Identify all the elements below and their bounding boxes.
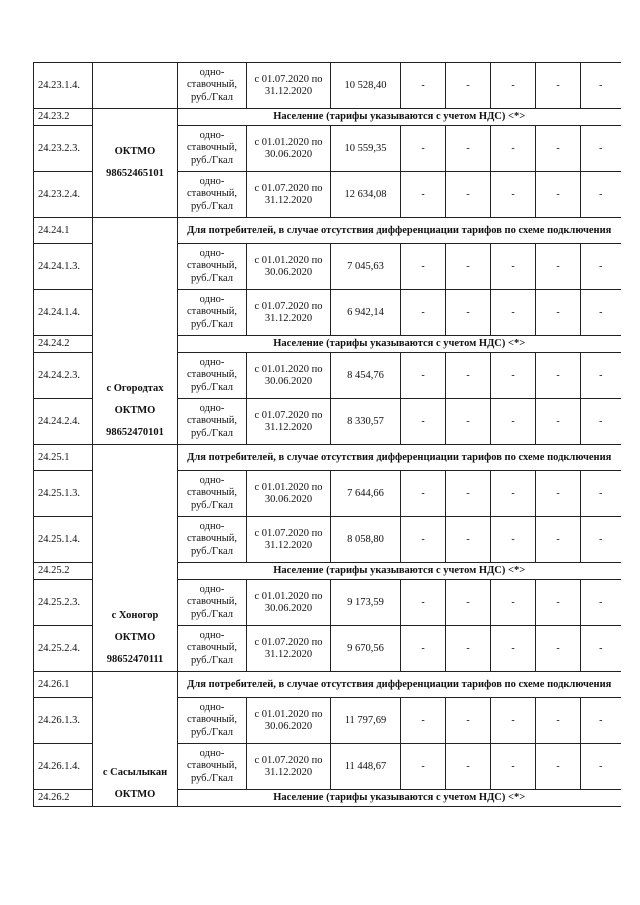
rate-type: одно-ставочный, руб./Гкал	[178, 580, 247, 626]
section-header: Для потребителей, в случае отсутствия дифференциации тарифов по схеме подключения	[178, 445, 621, 471]
section-header-row	[34, 109, 621, 126]
empty-value-cell: -	[491, 244, 536, 290]
rate-type: одно-ставочный, руб./Гкал	[178, 399, 247, 445]
empty-value-cell: -	[401, 698, 446, 744]
empty-value-cell: -	[581, 290, 621, 336]
empty-value-cell: -	[581, 244, 621, 290]
tariff-value: 7 045,63	[331, 244, 401, 290]
row-number: 24.24.1.4.	[34, 290, 93, 336]
rate-type: одно-ставочный, руб./Гкал	[178, 517, 247, 563]
oktmo-label: ОКТМО	[114, 632, 156, 643]
empty-value-cell: -	[401, 471, 446, 517]
empty-value-cell: -	[581, 471, 621, 517]
section-header: Население (тарифы указываются с учетом НДС) <*>	[178, 790, 621, 807]
empty-value-cell: -	[581, 353, 621, 399]
empty-value-cell: -	[446, 126, 491, 172]
rate-type: одно-ставочный, руб./Гкал	[178, 126, 247, 172]
oktmo-code: 98652470101	[106, 427, 164, 438]
empty-value-cell: -	[401, 244, 446, 290]
empty-value-cell: -	[401, 126, 446, 172]
row-number: 24.24.1	[34, 218, 93, 244]
empty-value-cell: -	[536, 172, 581, 218]
rate-type: одно-ставочный, руб./Гкал	[178, 626, 247, 672]
period: с 01.01.2020 по 30.06.2020	[247, 471, 331, 517]
empty-value-cell: -	[401, 626, 446, 672]
empty-value-cell: -	[491, 172, 536, 218]
section-header: Население (тарифы указываются с учетом НДС) <*>	[178, 336, 621, 353]
territory-cell	[93, 445, 178, 672]
empty-value-cell: -	[581, 63, 621, 109]
empty-value-cell: -	[446, 471, 491, 517]
rate-type: одно-ставочный, руб./Гкал	[178, 353, 247, 399]
empty-value-cell: -	[446, 244, 491, 290]
empty-value-cell: -	[446, 399, 491, 445]
empty-value-cell: -	[446, 517, 491, 563]
empty-value-cell: -	[401, 63, 446, 109]
empty-value-cell: -	[491, 580, 536, 626]
row-number: 24.23.2	[34, 109, 93, 126]
rate-type: одно-ставочный, руб./Гкал	[178, 290, 247, 336]
empty-value-cell: -	[491, 517, 536, 563]
empty-value-cell: -	[446, 172, 491, 218]
empty-value-cell: -	[491, 471, 536, 517]
section-header-row	[34, 672, 621, 698]
empty-value-cell: -	[536, 290, 581, 336]
empty-value-cell: -	[491, 126, 536, 172]
settlement-name: с Хоногор	[111, 610, 159, 621]
rate-type: одно-ставочный, руб./Гкал	[178, 744, 247, 790]
row-number: 24.24.1.3.	[34, 244, 93, 290]
oktmo-label: ОКТМО	[114, 146, 156, 157]
empty-value-cell: -	[491, 626, 536, 672]
period: с 01.07.2020 по 31.12.2020	[247, 517, 331, 563]
empty-value-cell: -	[446, 63, 491, 109]
oktmo-label: ОКТМО	[114, 789, 156, 800]
settlement-name: с Огородтах	[106, 383, 164, 394]
empty-value-cell: -	[536, 626, 581, 672]
tariff-value: 11 797,69	[331, 698, 401, 744]
row-number: 24.25.2.3.	[34, 580, 93, 626]
row-number: 24.25.2	[34, 563, 93, 580]
empty-value-cell: -	[581, 698, 621, 744]
section-header: Для потребителей, в случае отсутствия дифференциации тарифов по схеме подключения	[178, 218, 621, 244]
empty-value-cell: -	[536, 471, 581, 517]
empty-value-cell: -	[536, 244, 581, 290]
period: с 01.01.2020 по 30.06.2020	[247, 353, 331, 399]
empty-value-cell: -	[581, 626, 621, 672]
row-number: 24.26.1.3.	[34, 698, 93, 744]
empty-value-cell: -	[401, 744, 446, 790]
period: с 01.07.2020 по 31.12.2020	[247, 290, 331, 336]
empty-value-cell: -	[581, 172, 621, 218]
territory-cell	[93, 63, 178, 109]
period: с 01.01.2020 по 30.06.2020	[247, 244, 331, 290]
row-number: 24.23.2.3.	[34, 126, 93, 172]
section-header: Население (тарифы указываются с учетом НДС) <*>	[178, 563, 621, 580]
empty-value-cell: -	[491, 353, 536, 399]
empty-value-cell: -	[401, 290, 446, 336]
period: с 01.07.2020 по 31.12.2020	[247, 744, 331, 790]
oktmo-label: ОКТМО	[114, 405, 156, 416]
empty-value-cell: -	[491, 63, 536, 109]
tariff-value: 8 454,76	[331, 353, 401, 399]
territory-cell	[93, 218, 178, 445]
row-number: 24.25.2.4.	[34, 626, 93, 672]
empty-value-cell: -	[401, 580, 446, 626]
tariff-value: 9 670,56	[331, 626, 401, 672]
row-number: 24.25.1.3.	[34, 471, 93, 517]
empty-value-cell: -	[401, 517, 446, 563]
period: с 01.07.2020 по 31.12.2020	[247, 172, 331, 218]
empty-value-cell: -	[536, 698, 581, 744]
table-row	[34, 63, 621, 109]
tariff-value: 12 634,08	[331, 172, 401, 218]
period: с 01.07.2020 по 31.12.2020	[247, 399, 331, 445]
empty-value-cell: -	[581, 517, 621, 563]
territory-cell	[93, 672, 178, 807]
empty-value-cell: -	[491, 290, 536, 336]
period: с 01.07.2020 по 31.12.2020	[247, 63, 331, 109]
section-header-row	[34, 218, 621, 244]
territory-cell	[93, 109, 178, 218]
row-number: 24.26.2	[34, 790, 93, 807]
empty-value-cell: -	[536, 744, 581, 790]
tariff-value: 8 058,80	[331, 517, 401, 563]
settlement-name: с Сасылыкан	[102, 767, 168, 778]
tariff-value: 10 559,35	[331, 126, 401, 172]
empty-value-cell: -	[446, 353, 491, 399]
row-number: 24.26.1	[34, 672, 93, 698]
oktmo-code: 98652470111	[106, 654, 164, 665]
row-number: 24.26.1.4.	[34, 744, 93, 790]
tariff-value: 10 528,40	[331, 63, 401, 109]
empty-value-cell: -	[446, 290, 491, 336]
row-number: 24.24.2	[34, 336, 93, 353]
row-number: 24.23.2.4.	[34, 172, 93, 218]
empty-value-cell: -	[581, 126, 621, 172]
empty-value-cell: -	[491, 399, 536, 445]
empty-value-cell: -	[401, 172, 446, 218]
row-number: 24.25.1.4.	[34, 517, 93, 563]
row-number: 24.25.1	[34, 445, 93, 471]
section-header-row	[34, 445, 621, 471]
rate-type: одно-ставочный, руб./Гкал	[178, 471, 247, 517]
empty-value-cell: -	[491, 698, 536, 744]
tariff-value: 8 330,57	[331, 399, 401, 445]
empty-value-cell: -	[536, 399, 581, 445]
empty-value-cell: -	[581, 580, 621, 626]
oktmo-code: 98652465101	[106, 168, 164, 179]
tariff-table	[33, 62, 621, 807]
tariff-value: 11 448,67	[331, 744, 401, 790]
section-header: Для потребителей, в случае отсутствия дифференциации тарифов по схеме подключения	[178, 672, 621, 698]
period: с 01.07.2020 по 31.12.2020	[247, 626, 331, 672]
empty-value-cell: -	[491, 744, 536, 790]
empty-value-cell: -	[446, 744, 491, 790]
tariff-value: 7 644,66	[331, 471, 401, 517]
row-number: 24.23.1.4.	[34, 63, 93, 109]
tariff-value: 6 942,14	[331, 290, 401, 336]
rate-type: одно-ставочный, руб./Гкал	[178, 244, 247, 290]
period: с 01.01.2020 по 30.06.2020	[247, 698, 331, 744]
empty-value-cell: -	[581, 399, 621, 445]
empty-value-cell: -	[536, 63, 581, 109]
row-number: 24.24.2.4.	[34, 399, 93, 445]
rate-type: одно-ставочный, руб./Гкал	[178, 698, 247, 744]
empty-value-cell: -	[536, 126, 581, 172]
empty-value-cell: -	[401, 353, 446, 399]
empty-value-cell: -	[536, 517, 581, 563]
row-number: 24.24.2.3.	[34, 353, 93, 399]
empty-value-cell: -	[446, 698, 491, 744]
empty-value-cell: -	[536, 353, 581, 399]
empty-value-cell: -	[446, 580, 491, 626]
empty-value-cell: -	[536, 580, 581, 626]
rate-type: одно-ставочный, руб./Гкал	[178, 172, 247, 218]
empty-value-cell: -	[401, 399, 446, 445]
empty-value-cell: -	[581, 744, 621, 790]
rate-type: одно-ставочный, руб./Гкал	[178, 63, 247, 109]
period: с 01.01.2020 по 30.06.2020	[247, 126, 331, 172]
section-header: Население (тарифы указываются с учетом НДС) <*>	[178, 109, 621, 126]
tariff-value: 9 173,59	[331, 580, 401, 626]
empty-value-cell: -	[446, 626, 491, 672]
period: с 01.01.2020 по 30.06.2020	[247, 580, 331, 626]
